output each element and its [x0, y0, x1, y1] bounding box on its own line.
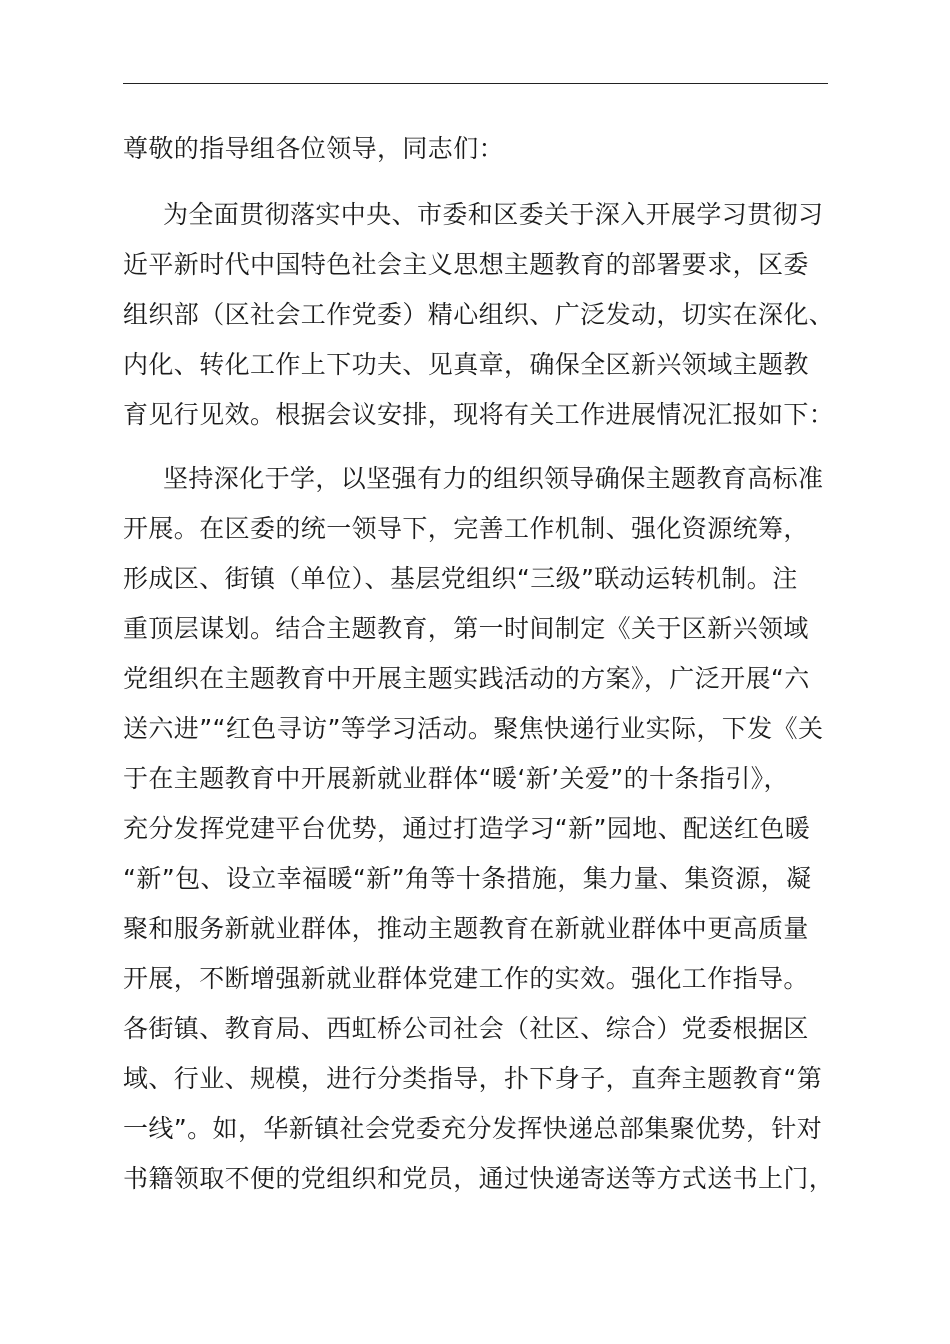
paragraph-1-line-3: 组织部（区社会工作党委）精心组织、广泛发动，切实在深化、 [123, 300, 835, 329]
paragraph-2-line-2: 开展。在区委的统一领导下，完善工作机制、强化资源统筹， [123, 514, 809, 543]
paragraph-2-line-1: 坚持深化于学，以坚强有力的组织领导确保主题教育高标准 [163, 464, 824, 493]
paragraph-2-line-12: 各街镇、教育局、西虹桥公司社会（社区、综合）党委根据区 [123, 1014, 809, 1043]
paragraph-2-line-13: 域、行业、规模，进行分类指导，扑下身子，直奔主题教育“第 [123, 1064, 823, 1093]
paragraph-1-line-4: 内化、转化工作上下功夫、见真章，确保全区新兴领域主题教 [123, 350, 809, 379]
paragraph-2-line-9: “新”包、设立幸福暖“新”角等十条措施，集力量、集资源，凝 [123, 864, 812, 893]
paragraph-2-line-7: 于在主题教育中开展新就业群体“暖‘新’关爱”的十条指引》， [123, 764, 789, 793]
paragraph-2-line-14: 一线”。如，华新镇社会党委充分发挥快递总部集聚优势，针对 [123, 1114, 823, 1143]
paragraph-1-line-1: 为全面贯彻落实中央、市委和区委关于深入开展学习贯彻习 [163, 200, 824, 229]
paragraph-2-line-6: 送六进”“红色寻访”等学习活动。聚焦快递行业实际，下发《关 [123, 714, 824, 743]
paragraph-2-line-10: 聚和服务新就业群体，推动主题教育在新就业群体中更高质量 [123, 914, 809, 943]
paragraph-1-line-5: 育见行见效。根据会议安排，现将有关工作进展情况汇报如下： [123, 400, 835, 429]
paragraph-2-line-8: 充分发挥党建平台优势，通过打造学习“新”园地、配送红色暖 [123, 814, 811, 843]
paragraph-1-line-2: 近平新时代中国特色社会主义思想主题教育的部署要求，区委 [123, 250, 809, 279]
paragraph-2-line-15: 书籍领取不便的党组织和党员，通过快递寄送等方式送书上门， [123, 1164, 835, 1193]
paragraph-2-line-11: 开展，不断增强新就业群体党建工作的实效。强化工作指导。 [123, 964, 809, 993]
header-rule [123, 83, 828, 84]
salutation: 尊敬的指导组各位领导，同志们： [123, 134, 505, 163]
paragraph-2-line-4: 重顶层谋划。结合主题教育，第一时间制定《关于区新兴领域 [123, 614, 809, 643]
paragraph-2-line-5: 党组织在主题教育中开展主题实践活动的方案》，广泛开展“六 [123, 664, 810, 693]
paragraph-2-line-3: 形成区、街镇（单位）、基层党组织“三级”联动运转机制。注 [123, 564, 798, 593]
